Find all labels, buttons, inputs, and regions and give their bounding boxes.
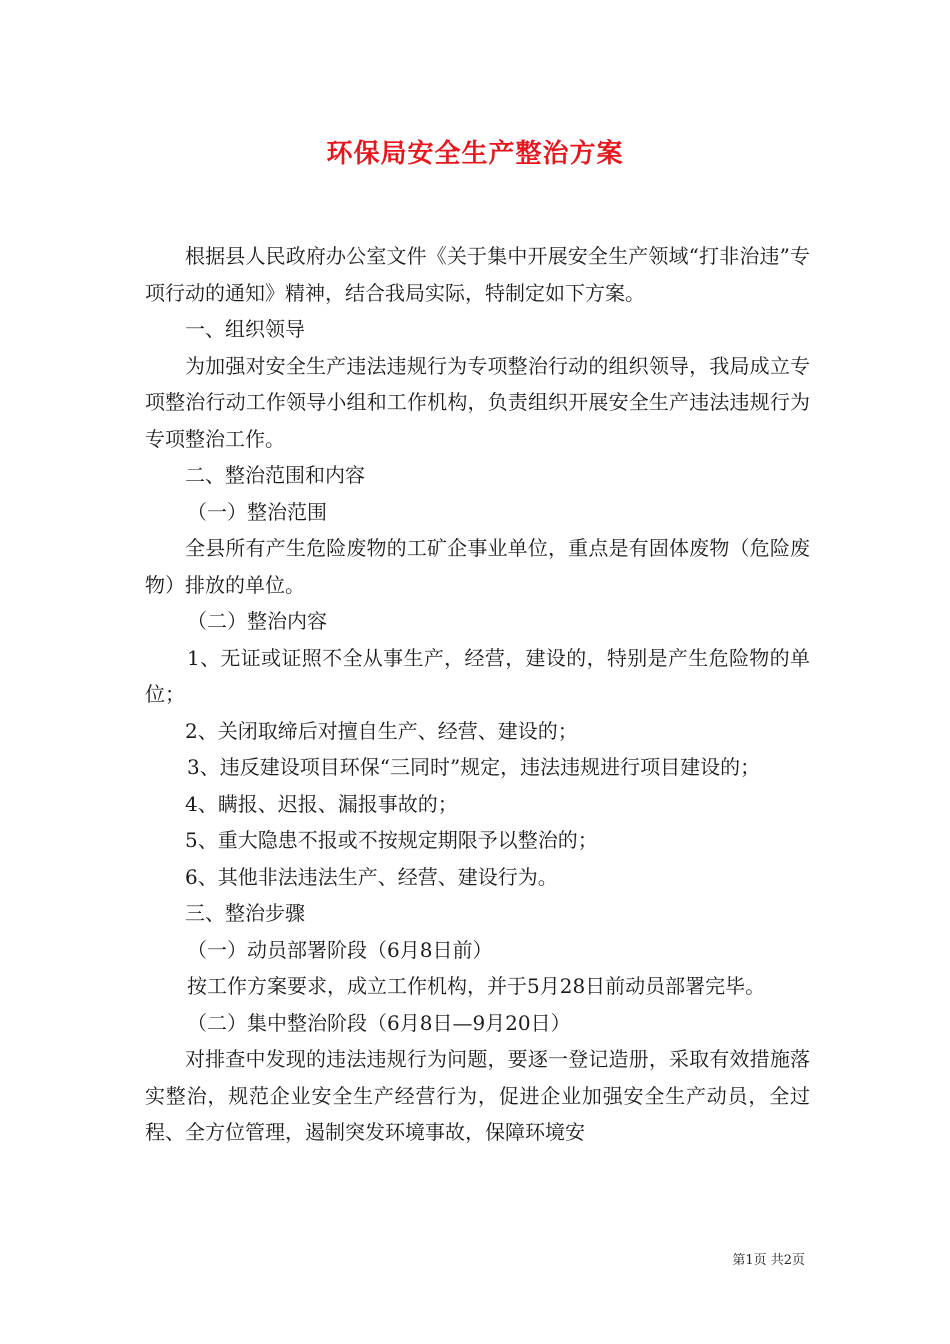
list-item-4: 4、瞒报、迟报、漏报事故的； <box>185 791 458 816</box>
subheading-scope: （一）整治范围 <box>187 499 327 524</box>
list-item-1: 1、无证或证照不全从事生产，经营，建设的，特别是产生危险物的单位； <box>145 645 810 706</box>
subheading-mobilization: （一）动员部署阶段（6月8日前） <box>187 937 493 962</box>
document-body <box>145 238 810 1151</box>
paragraph-mobilization: 按工作方案要求，成立工作机构，并于5月28日前动员部署完毕。 <box>187 974 766 998</box>
list-item-6: 6、其他非法违法生产、经营、建设行为。 <box>185 864 558 889</box>
heading-section-1: 一、组织领导 <box>185 317 305 341</box>
subheading-concentrated: （二）集中整治阶段（6月8日—9月20日） <box>187 1010 571 1035</box>
page-number: 第1页 共2页 <box>732 1253 805 1268</box>
list-item-3: 3、违反建设项目环保“三同时”规定，违法违规进行项目建设的； <box>187 755 761 779</box>
heading-section-3: 三、整治步骤 <box>185 901 305 925</box>
paragraph-intro: 根据县人民政府办公室文件《关于集中开展安全生产领域“打非治违”专项行动的通知》精神，结合我局实际，特制定如下方案。 <box>145 244 810 305</box>
document-title: 环保局安全生产整治方案 <box>326 139 624 169</box>
list-item-5: 5、重大隐患不报或不按规定期限予以整治的； <box>185 828 598 852</box>
list-item-2: 2、关闭取缔后对擅自生产、经营、建设的； <box>185 718 578 743</box>
paragraph-section-1: 为加强对安全生产违法违规行为专项整治行动的组织领导，我局成立专项整治行动工作领导小组和工作机构，负责组织开展安全生产违法违规行为专项整治工作。 <box>145 353 810 451</box>
paragraph-concentrated: 对排查中发现的违法违规行为问题，要逐一登记造册，采取有效措施落实整治，规范企业安全生产经营行为，促进企业加强安全生产动员，全过程、全方位管理，遏制突发环境事故，保障环境安 <box>145 1047 810 1144</box>
subheading-content: （二）整治内容 <box>187 609 327 633</box>
heading-section-2: 二、整治范围和内容 <box>185 463 365 487</box>
paragraph-scope: 全县所有产生危险废物的工矿企事业单位，重点是有固体废物（危险废物）排放的单位。 <box>145 536 810 597</box>
